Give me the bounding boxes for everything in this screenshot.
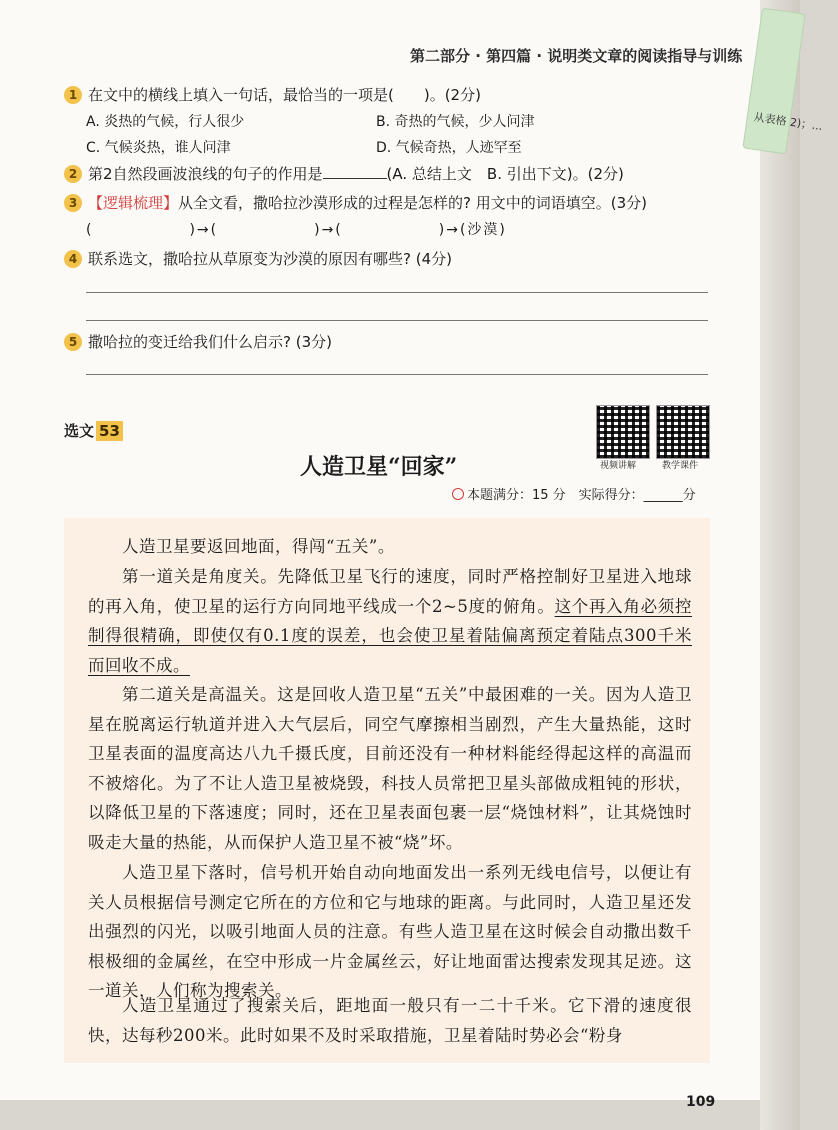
question-number: 3 bbox=[64, 194, 82, 212]
question-5 bbox=[64, 331, 332, 353]
paragraph-3: 第二道关是高温关。这是回收人造卫星“五关”中最困难的一关。因为人造卫星在脱离运行轨道并进入大气层后，同空气摩擦相当剧烈，产生大量热能，这时卫星表面的温度高达八九千摄氏度，目前还没有一种材料能经得起这样的高温而不被熔化。为了不让人造卫星被烧毁，科技人员常把卫星头部做成粗钝的形状，以降低卫星的下落速度；同时，还在卫星表面包裹一层“烧蚀材料”，让其烧蚀时吸走大量的热能，从而保护人造卫星不被“烧”坏。 bbox=[88, 685, 692, 852]
question-text: 在文中的横线上填入一句话，最恰当的一项是( )。(2分) bbox=[88, 86, 481, 104]
question-text: 撒哈拉的变迁给我们什么启示? (3分) bbox=[88, 333, 332, 351]
question-text: 第2自然段画波浪线的句子的作用是 bbox=[88, 165, 323, 183]
underlined-sentence: 这个再入角必须控制得很精确，即使仅有0.1度的误差，也会使卫星着陆偏离预定着陆点300千米而回收不成。 bbox=[88, 596, 692, 675]
logic-tag: 【逻辑梳理】 bbox=[88, 194, 179, 212]
answer-line[interactable] bbox=[86, 292, 708, 293]
question-text: 联系选文，撒哈拉从草原变为沙漠的原因有哪些? (4分) bbox=[88, 250, 452, 268]
tab-text: 从表格 2)；... bbox=[752, 110, 824, 134]
option-a: A. 炎热的气候，行人很少 bbox=[86, 114, 245, 130]
question-2 bbox=[64, 163, 624, 185]
article-title: 人造卫星“回家” bbox=[300, 454, 458, 480]
question-number: 5 bbox=[64, 333, 82, 351]
paragraph-5: 人造卫星通过了搜索关后，距地面一般只有一二十千米。它下滑的速度很快，达每秒200米。此时如果不及时采取措施，卫星着陆时势必会“粉身 bbox=[88, 996, 692, 1045]
qr-code-courseware[interactable] bbox=[656, 405, 710, 459]
chain-blanks[interactable]: ( )→( )→( )→(沙漠) bbox=[86, 222, 507, 238]
answer-blank[interactable] bbox=[323, 178, 387, 179]
question-number: 2 bbox=[64, 165, 82, 183]
clock-icon bbox=[452, 488, 464, 500]
answer-line[interactable] bbox=[86, 374, 708, 375]
option-c: C. 气候炎热，谁人问津 bbox=[86, 140, 231, 156]
question-text: 从全文看，撒哈拉沙漠形成的过程是怎样的? 用文中的词语填空。(3分) bbox=[178, 194, 647, 212]
qr-code-video[interactable] bbox=[596, 405, 650, 459]
question-number: 1 bbox=[64, 86, 82, 104]
qr-label-courseware: 教学课件 bbox=[662, 461, 699, 471]
section-label bbox=[64, 420, 123, 441]
paragraph-2 bbox=[88, 562, 692, 680]
question-number: 4 bbox=[64, 250, 82, 268]
score-text: 本题满分：15 分 实际得分：______分 bbox=[467, 488, 696, 503]
paragraph-4: 人造卫星下落时，信号机开始自动向地面发出一系列无线电信号，以便让有关人员根据信号测定它所在的方位和它与地球的距离。与此同时，人造卫星还发出强烈的闪光，以吸引地面人员的注意。有些人造卫星在这时候会自动撒出数千根极细的金属丝，在空中形成一片金属丝云，好让地面雷达搜索发现其足迹。这一道关，人们称为搜索关。 bbox=[88, 863, 692, 1001]
question-text: (A. 总结上文 B. 引出下文)。(2分) bbox=[386, 165, 624, 183]
option-d: D. 气候奇热，人迹罕至 bbox=[376, 140, 522, 156]
paragraph-1: 人造卫星要返回地面，得闯“五关”。 bbox=[122, 537, 395, 556]
score-line bbox=[452, 484, 696, 503]
paragraph-2-text: 第一道关是角度关。先降低卫星飞行的速度，同时严格控制好卫星进入地球的再入角，使卫星的运行方向同地平线成一个2~5度的俯角。 bbox=[88, 567, 692, 616]
page-number: 109 bbox=[686, 1094, 716, 1110]
answer-line[interactable] bbox=[86, 320, 708, 321]
question-4 bbox=[64, 248, 452, 270]
next-page-edge bbox=[760, 0, 800, 1130]
qr-label-video: 视频讲解 bbox=[600, 461, 637, 471]
section-number: 53 bbox=[96, 421, 123, 441]
running-header: 第二部分 · 第四篇 · 说明类文章的阅读指导与训练 bbox=[410, 47, 743, 65]
question-1 bbox=[64, 84, 481, 106]
section-label-text: 选文 bbox=[64, 422, 95, 440]
option-b: B. 奇热的气候，少人问津 bbox=[376, 114, 535, 130]
question-3 bbox=[64, 192, 647, 214]
